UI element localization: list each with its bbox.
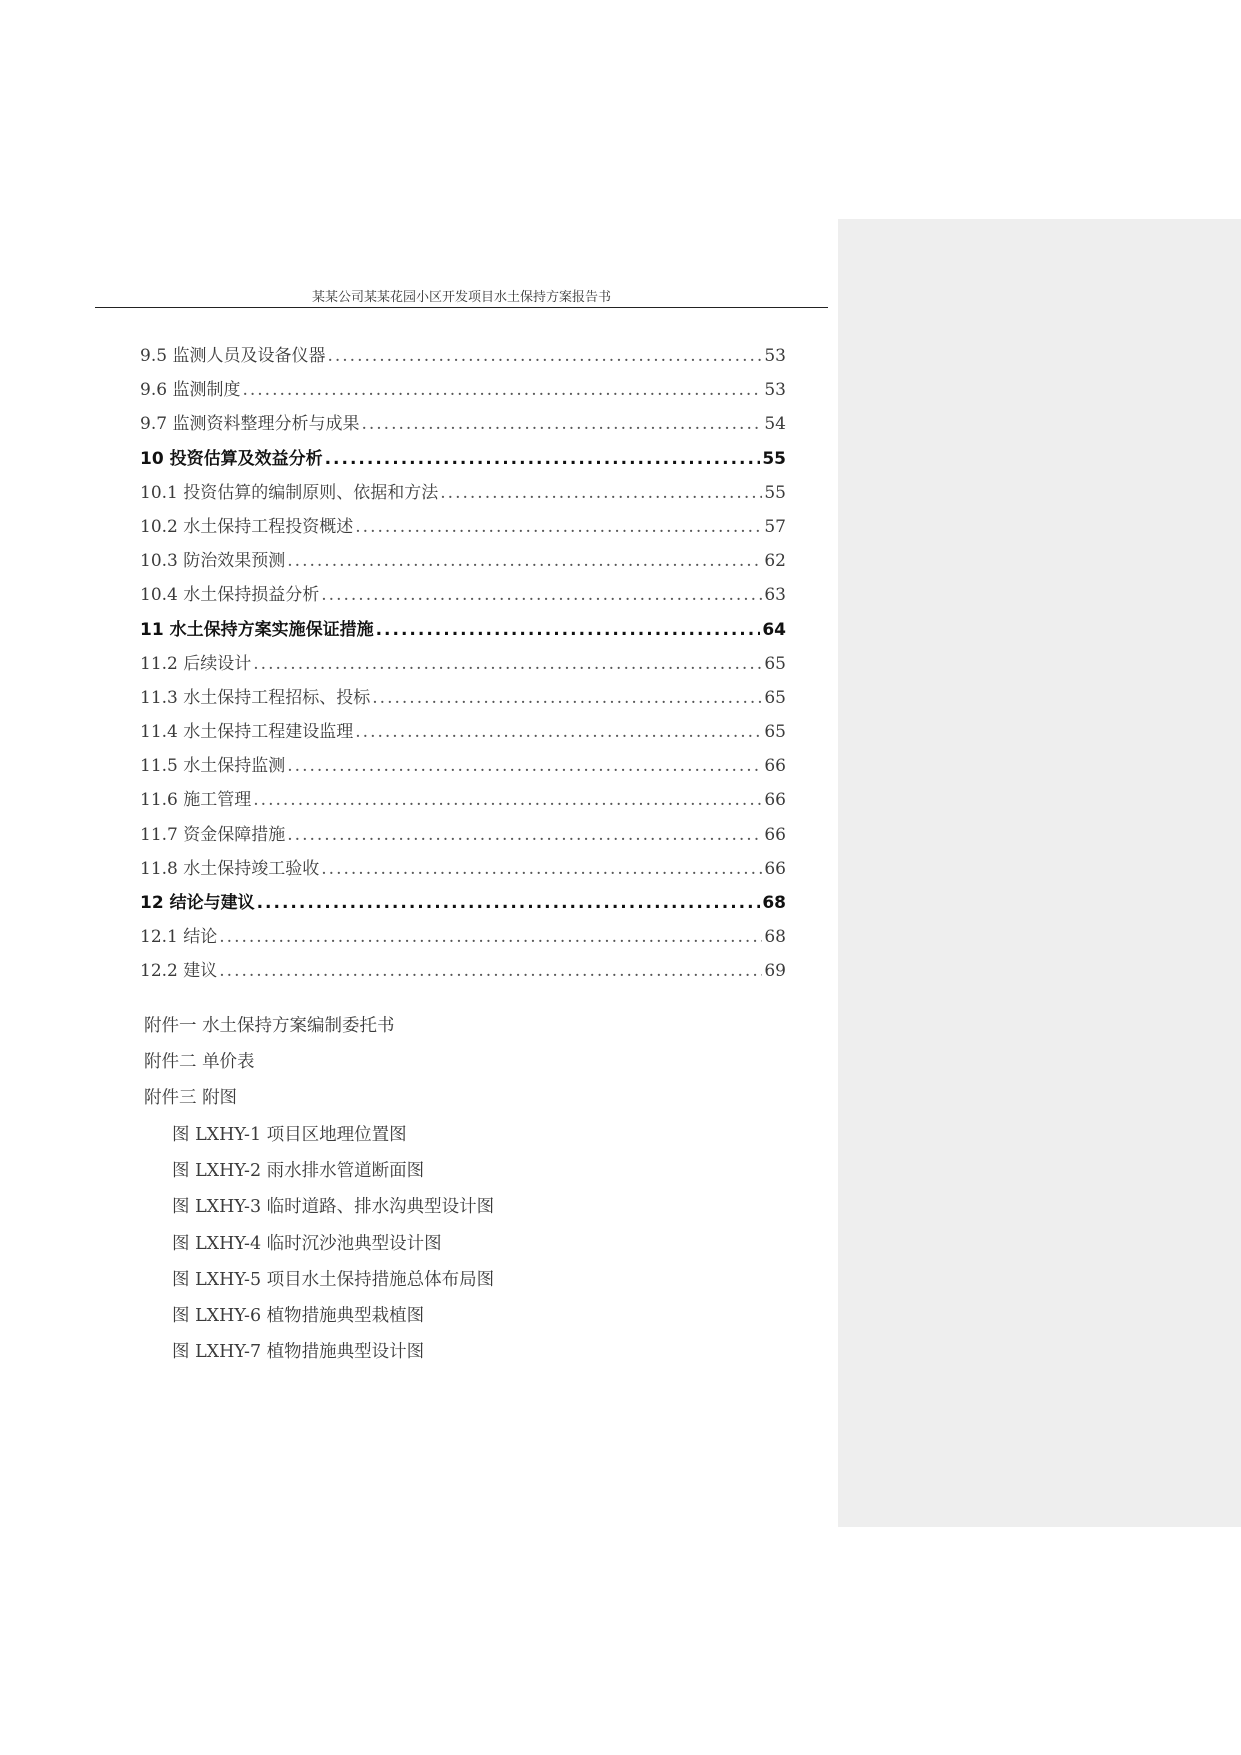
toc-leader-dots	[287, 825, 762, 845]
figure-item: 图 LXHY-2 雨水排水管道断面图	[172, 1161, 425, 1182]
toc-entry[interactable]	[140, 409, 786, 443]
toc-entry[interactable]	[140, 444, 786, 478]
table-of-contents	[140, 341, 786, 991]
toc-entry-page: 54	[764, 414, 786, 435]
toc-entry[interactable]	[140, 785, 786, 819]
toc-entry-label: 9.6 监测制度	[140, 380, 241, 401]
toc-leader-dots	[219, 961, 762, 981]
toc-entry-label: 11.3 水土保持工程招标、投标	[140, 687, 371, 708]
toc-entry-page: 57	[764, 516, 786, 537]
toc-entry-page: 68	[764, 927, 786, 948]
header-rule	[95, 307, 828, 308]
toc-entry[interactable]	[140, 649, 786, 683]
appendix-item: 附件一 水土保持方案编制委托书	[144, 1016, 395, 1036]
toc-entry-page: 64	[762, 619, 786, 640]
toc-entry-page: 66	[764, 824, 786, 845]
figure-item: 图 LXHY-4 临时沉沙池典型设计图	[172, 1233, 442, 1254]
toc-leader-dots	[327, 346, 762, 366]
toc-leader-dots	[253, 654, 762, 674]
toc-leader-dots	[257, 893, 761, 913]
toc-entry-page: 53	[764, 346, 786, 366]
toc-entry-page: 69	[764, 961, 786, 982]
figure-item: 图 LXHY-6 植物措施典型栽植图	[172, 1305, 425, 1326]
toc-entry-label: 10 投资估算及效益分析	[140, 448, 323, 469]
toc-entry[interactable]	[140, 717, 786, 751]
figure-item: 图 LXHY-1 项目区地理位置图	[172, 1125, 407, 1145]
toc-entry-page: 55	[764, 482, 786, 503]
toc-entry-label: 12.1 结论	[140, 927, 218, 948]
toc-entry-label: 10.3 防治效果预测	[140, 551, 286, 572]
toc-entry-label: 11.7 资金保障措施	[140, 824, 286, 845]
toc-leader-dots	[219, 927, 762, 947]
running-header: 某某公司某某花园小区开发项目水土保持方案报告书	[311, 290, 611, 305]
toc-entry-label: 10.2 水土保持工程投资概述	[140, 516, 354, 537]
toc-entry[interactable]	[140, 888, 786, 922]
toc-entry[interactable]	[140, 341, 786, 375]
toc-leader-dots	[372, 688, 762, 708]
toc-entry[interactable]	[140, 512, 786, 546]
toc-leader-dots	[440, 483, 762, 503]
toc-leader-dots	[253, 790, 762, 810]
toc-leader-dots	[287, 756, 762, 776]
toc-entry-page: 53	[764, 380, 786, 401]
toc-entry-page: 66	[764, 790, 786, 811]
toc-entry-label: 11.4 水土保持工程建设监理	[140, 722, 354, 743]
toc-entry-label: 11.8 水土保持竣工验收	[140, 858, 320, 879]
toc-entry-label: 11.2 后续设计	[140, 653, 252, 674]
toc-entry-page: 66	[764, 858, 786, 879]
toc-entry-page: 63	[764, 585, 786, 606]
figure-item: 图 LXHY-3 临时道路、排水沟典型设计图	[172, 1197, 495, 1218]
toc-leader-dots	[325, 449, 761, 469]
toc-leader-dots	[355, 722, 762, 742]
toc-entry-label: 12 结论与建议	[140, 893, 255, 913]
toc-entry[interactable]	[140, 683, 786, 717]
toc-entry[interactable]	[140, 820, 786, 854]
toc-entry-label: 11.6 施工管理	[140, 790, 252, 811]
toc-entry[interactable]	[140, 478, 786, 512]
toc-entry-page: 65	[764, 653, 786, 674]
appendix-list	[144, 1012, 395, 1120]
toc-leader-dots	[376, 620, 761, 640]
figure-item: 图 LXHY-5 项目水土保持措施总体布局图	[172, 1269, 495, 1290]
toc-entry-page: 55	[762, 448, 786, 469]
toc-leader-dots	[287, 551, 762, 571]
toc-leader-dots	[321, 585, 762, 605]
toc-entry[interactable]	[140, 615, 786, 649]
toc-entry[interactable]	[140, 956, 786, 990]
toc-entry-page: 66	[764, 756, 786, 777]
toc-entry-label: 10.1 投资估算的编制原则、依据和方法	[140, 482, 439, 503]
toc-entry-label: 10.4 水土保持损益分析	[140, 585, 320, 606]
toc-leader-dots	[321, 859, 762, 879]
appendix-item: 附件二 单价表	[144, 1052, 255, 1072]
comment-pane	[838, 219, 1241, 1527]
toc-leader-dots	[361, 414, 762, 434]
toc-entry-label: 12.2 建议	[140, 961, 218, 982]
toc-entry-page: 68	[762, 893, 786, 913]
figure-item: 图 LXHY-7 植物措施典型设计图	[172, 1342, 425, 1363]
toc-entry[interactable]	[140, 546, 786, 580]
toc-leader-dots	[242, 380, 762, 400]
toc-entry[interactable]	[140, 375, 786, 409]
toc-entry[interactable]	[140, 922, 786, 956]
toc-leader-dots	[355, 517, 762, 537]
toc-entry-label: 9.7 监测资料整理分析与成果	[140, 414, 360, 435]
toc-entry-label: 11 水土保持方案实施保证措施	[140, 619, 374, 640]
toc-entry-page: 65	[764, 687, 786, 708]
appendix-item: 附件三 附图	[144, 1088, 238, 1108]
toc-entry-page: 62	[764, 551, 786, 572]
toc-entry-page: 65	[764, 722, 786, 743]
toc-entry-label: 9.5 监测人员及设备仪器	[140, 346, 326, 366]
toc-entry[interactable]	[140, 751, 786, 785]
toc-entry[interactable]	[140, 854, 786, 888]
toc-entry-label: 11.5 水土保持监测	[140, 756, 286, 777]
figure-list	[172, 1121, 494, 1374]
toc-entry[interactable]	[140, 580, 786, 614]
